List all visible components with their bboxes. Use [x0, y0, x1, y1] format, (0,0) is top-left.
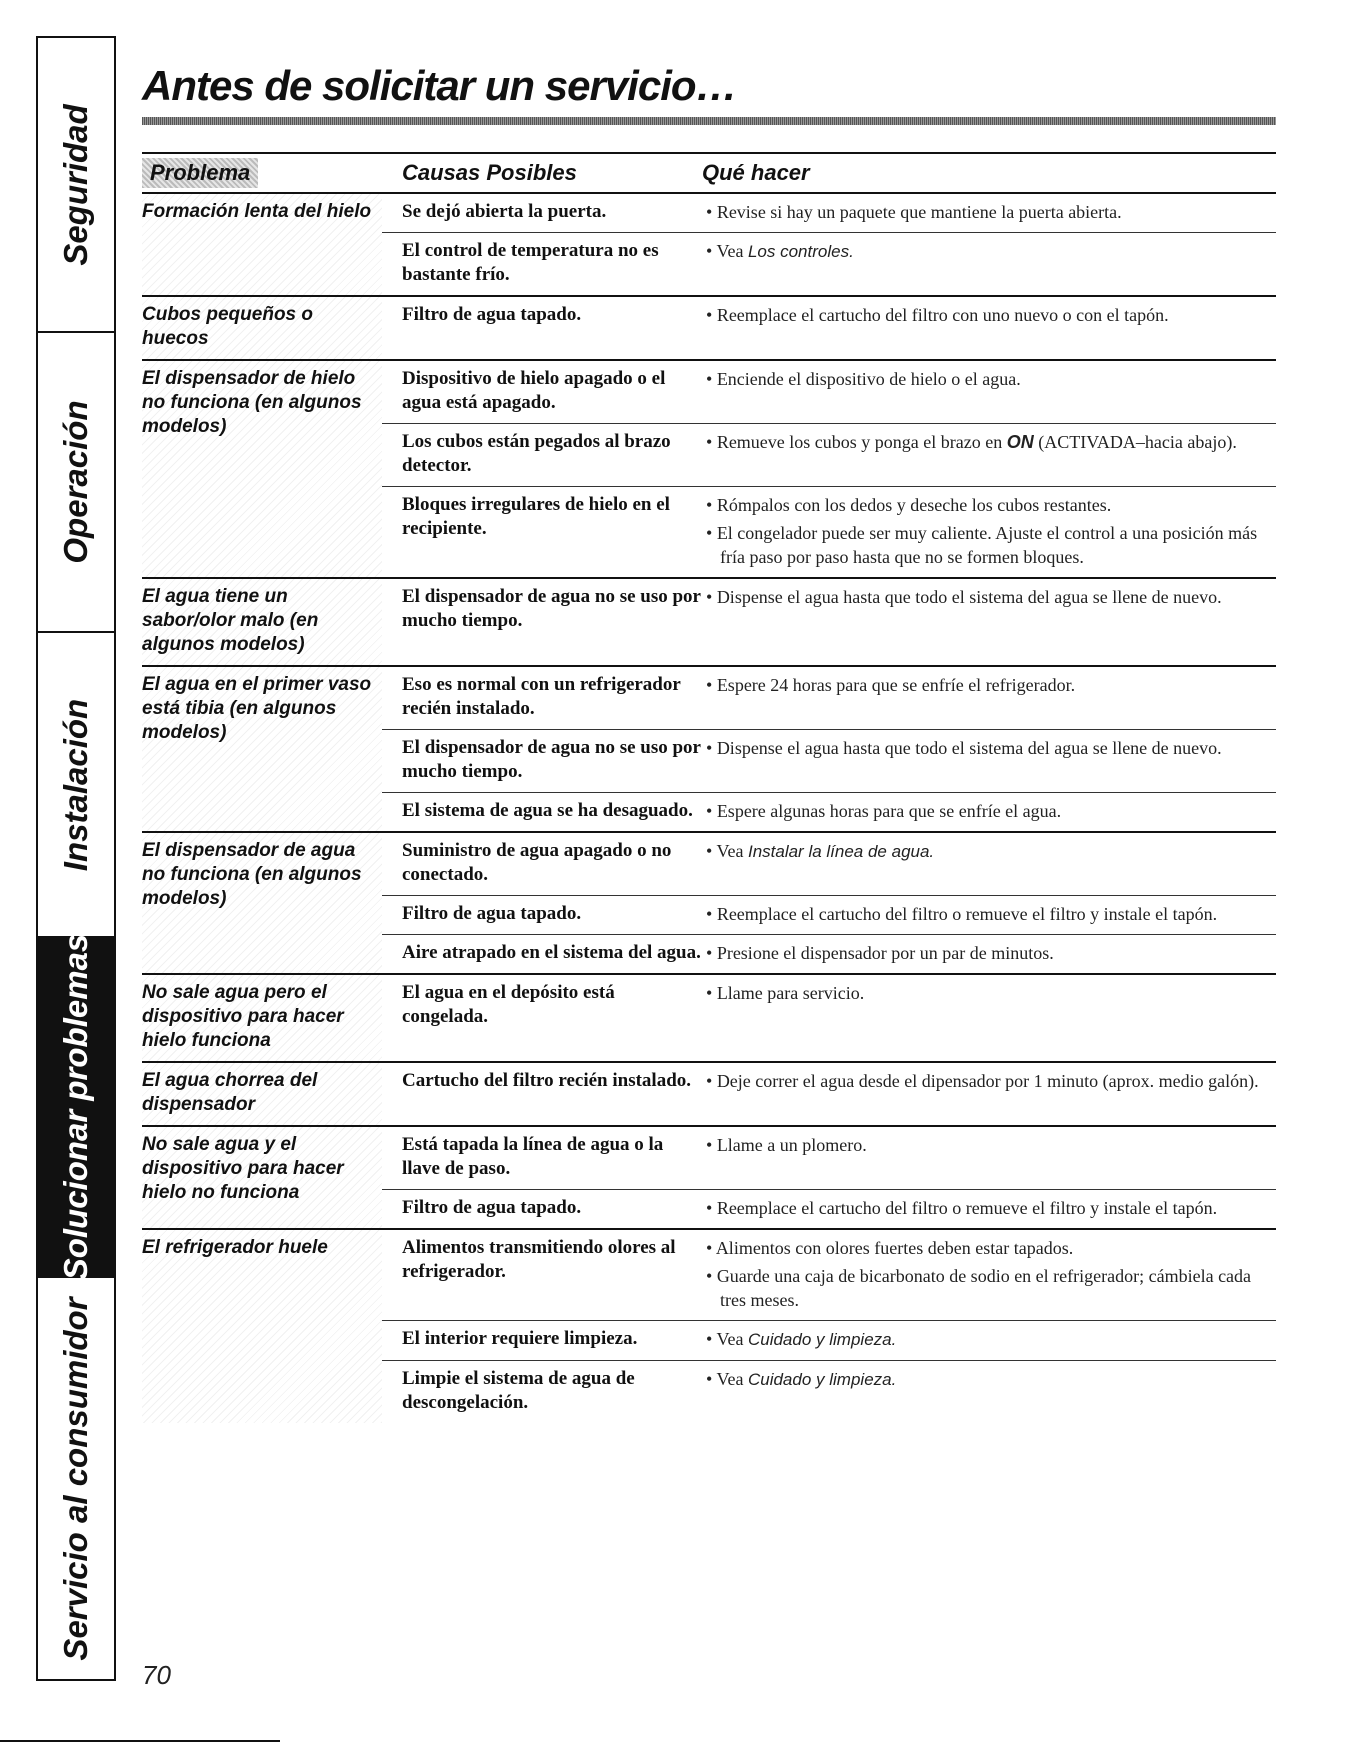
problem-group [142, 831, 1276, 973]
table-row [382, 667, 1276, 729]
cause-rows [382, 194, 1276, 295]
fix-text: Deje correr el agua desde el dipensador por 1 minuto (aprox. medio galón). [716, 1071, 1259, 1091]
fix-cell [702, 839, 1276, 887]
cause-text: El control de temperatura no es bastante frío. [402, 240, 659, 285]
fix-bullet [702, 1327, 1276, 1352]
fix-cell [702, 799, 1276, 823]
fix-text: Llame para servicio. [716, 983, 865, 1003]
table-row [382, 194, 1276, 232]
table-row [382, 792, 1276, 831]
bullet-icon: • [706, 983, 717, 1003]
fix-text: Rómpalos con los dedos y deseche los cubos restantes. [716, 495, 1112, 515]
fix-text: Guarde una caja de bicarbonato de sodio en el refrigerador; cámbiela cada tres meses. [716, 1266, 1252, 1310]
table-row [382, 1063, 1276, 1101]
fix-text: Vea [716, 1329, 748, 1349]
problem-label: El agua chorrea del dispensador [142, 1063, 382, 1125]
problem-label: El dispensador de hielo no funciona (en algunos modelos) [142, 361, 382, 577]
problem-label: Cubos pequeños o huecos [142, 297, 382, 359]
problem-group [142, 577, 1276, 665]
fix-bullet [702, 941, 1276, 965]
problem-label: No sale agua pero el dispositivo para hacer hielo funciona [142, 975, 382, 1061]
table-row [382, 833, 1276, 895]
problem-group [142, 1061, 1276, 1125]
bullet-icon: • [706, 495, 717, 515]
cause-text: El dispensador de agua no se uso por mucho tiempo. [402, 737, 701, 782]
bullet-icon: • [706, 523, 717, 543]
cause-text: Eso es normal con un refrigerador recién instalado. [402, 674, 681, 719]
cause-text: Limpie el sistema de agua de descongelación. [402, 1368, 635, 1413]
cause-text: Aire atrapado en el sistema del agua. [402, 942, 701, 963]
page-number: 70 [142, 1660, 171, 1690]
table-row [382, 1230, 1276, 1320]
fix-bullet [702, 902, 1276, 926]
problem-label: El dispensador de agua no funciona (en algunos modelos) [142, 833, 382, 973]
table-row [382, 297, 1276, 335]
cause-rows [382, 579, 1276, 665]
fix-bullet [702, 430, 1276, 454]
fix-cell [702, 1236, 1276, 1312]
table-row [382, 975, 1276, 1037]
fix-text: Reemplace el cartucho del filtro con uno nuevo o con el tapón. [716, 305, 1169, 325]
fix-text: El congelador puede ser muy caliente. Ajuste el control a una posición más fría paso por paso hasta que no se formen bloques. [716, 523, 1258, 567]
fix-bullet [702, 1196, 1276, 1220]
problem-group [142, 295, 1276, 359]
problem-group [142, 665, 1276, 831]
fix-text: Remueve los cubos y ponga el brazo en [716, 432, 1007, 452]
fix-bullet [702, 521, 1276, 569]
fix-bullet [702, 1133, 1276, 1157]
fix-cell [702, 1069, 1276, 1093]
cause-rows [382, 1230, 1276, 1423]
table-row [382, 1320, 1276, 1360]
fix-cell [702, 673, 1276, 721]
fix-bullet [702, 1236, 1276, 1260]
bullet-icon: • [706, 432, 717, 452]
bullet-icon: • [706, 1198, 717, 1218]
bullet-icon: • [706, 1071, 717, 1091]
cause-rows [382, 361, 1276, 577]
troubleshooting-table [142, 152, 1276, 1423]
table-row [382, 1127, 1276, 1189]
fix-text: Revise si hay un paquete que mantiene la puerta abierta. [716, 202, 1122, 222]
bullet-icon: • [706, 801, 717, 821]
bullet-icon: • [706, 1238, 716, 1258]
fix-bullet [702, 493, 1276, 517]
bullet-icon: • [706, 675, 717, 695]
bullet-icon: • [706, 904, 717, 924]
cause-text: Está tapada la línea de agua o la llave de paso. [402, 1134, 664, 1179]
cause-text: Filtro de agua tapado. [402, 903, 582, 924]
tab-operacion[interactable] [38, 333, 114, 633]
fix-bullet [702, 239, 1276, 264]
fix-cell [702, 200, 1276, 224]
fix-cell [702, 1196, 1276, 1220]
bullet-icon: • [706, 1266, 717, 1286]
fix-bullet [702, 736, 1276, 760]
cause-rows [382, 833, 1276, 973]
bullet-icon: • [706, 241, 717, 261]
header-cause: Causas Posibles [402, 160, 577, 185]
table-row [382, 579, 1276, 641]
table-row [382, 895, 1276, 934]
tab-label: Operación [57, 400, 94, 564]
cause-text: Bloques irregulares de hielo en el recipiente. [402, 494, 670, 539]
problem-group [142, 973, 1276, 1061]
table-header [142, 154, 1276, 192]
tab-solucionar-problemas[interactable] [38, 933, 114, 1281]
cause-text: Cartucho del filtro recién instalado. [402, 1070, 692, 1091]
cause-rows [382, 1063, 1276, 1125]
fix-text: Alimentos con olores fuertes deben estar tapados. [715, 1238, 1074, 1258]
fix-reference: Los controles. [747, 242, 854, 261]
fix-text: Espere 24 horas para que se enfríe el refrigerador. [716, 675, 1076, 695]
fix-cell [702, 941, 1276, 965]
bullet-icon: • [706, 1329, 717, 1349]
fix-text: Reemplace el cartucho del filtro o remueve el filtro y instale el tapón. [716, 1198, 1218, 1218]
fix-bullet [702, 303, 1276, 327]
tab-label: Instalación [57, 698, 94, 871]
fix-text: Reemplace el cartucho del filtro o remueve el filtro y instale el tapón. [716, 904, 1218, 924]
cause-text: El agua en el depósito está congelada. [402, 982, 615, 1027]
header-problem: Problema [142, 158, 258, 188]
fix-text: Presione el dispensador por un par de minutos. [716, 943, 1054, 963]
fix-cell [702, 1367, 1276, 1415]
problem-group [142, 359, 1276, 577]
fix-cell [702, 585, 1276, 633]
table-row [382, 361, 1276, 423]
cause-text: Se dejó abierta la puerta. [402, 201, 607, 222]
fix-text: Llame a un plomero. [716, 1135, 867, 1155]
fix-bullet [702, 839, 1276, 864]
fix-reference: Instalar la línea de agua. [747, 842, 935, 861]
tab-label: Seguridad [57, 103, 94, 266]
table-body [142, 192, 1276, 1423]
table-row [382, 729, 1276, 792]
tab-label: Solucionar problemas [57, 933, 94, 1281]
fix-reference: Cuidado y limpieza. [747, 1370, 897, 1389]
bullet-icon: • [706, 1369, 717, 1389]
fix-cell [702, 1327, 1276, 1352]
cause-text: Los cubos están pegados al brazo detector. [402, 431, 671, 476]
fix-text: Enciende el dispositivo de hielo o el agua. [716, 369, 1021, 389]
section-tabs [36, 36, 116, 1681]
fix-cell [702, 1133, 1276, 1181]
table-row [382, 232, 1276, 295]
fix-text: Vea [716, 241, 748, 261]
cause-text: El sistema de agua se ha desaguado. [402, 800, 693, 821]
cause-text: El interior requiere limpieza. [402, 1328, 638, 1349]
footer-rule [0, 1740, 280, 1742]
fix-text: Dispense el agua hasta que todo el sistema del agua se llene de nuevo. [716, 738, 1222, 758]
fix-cell [702, 303, 1276, 327]
problem-label: El agua tiene un sabor/olor malo (en algunos modelos) [142, 579, 382, 665]
cause-rows [382, 667, 1276, 831]
fix-cell [702, 493, 1276, 569]
cause-text: El dispensador de agua no se uso por mucho tiempo. [402, 586, 701, 631]
tab-label: Servicio al consumidor [57, 1296, 94, 1661]
bullet-icon: • [706, 369, 717, 389]
bullet-icon: • [706, 943, 717, 963]
problem-label: El agua en el primer vaso está tibia (en algunos modelos) [142, 667, 382, 831]
cause-text: Alimentos transmitiendo olores al refrigerador. [402, 1237, 676, 1282]
fix-text-after: (ACTIVADA–hacia abajo). [1033, 432, 1237, 452]
bullet-icon: • [706, 305, 717, 325]
fix-cell [702, 239, 1276, 287]
tab-seguridad[interactable] [38, 38, 114, 333]
bullet-icon: • [706, 1135, 717, 1155]
cause-text: Filtro de agua tapado. [402, 304, 582, 325]
problem-label: Formación lenta del hielo [142, 194, 382, 295]
fix-bullet [702, 1264, 1276, 1312]
fix-text: Espere algunas horas para que se enfríe el agua. [716, 801, 1062, 821]
table-row [382, 934, 1276, 973]
fix-text: Vea [716, 841, 748, 861]
fix-bullet [702, 585, 1276, 609]
cause-text: Dispositivo de hielo apagado o el agua está apagado. [402, 368, 666, 413]
problem-group [142, 1228, 1276, 1423]
fix-cell [702, 367, 1276, 415]
fix-bullet [702, 799, 1276, 823]
fix-bullet [702, 673, 1276, 697]
fix-cell [702, 902, 1276, 926]
tab-instalacion[interactable] [38, 633, 114, 938]
cause-text: Suministro de agua apagado o no conectado. [402, 840, 672, 885]
cause-rows [382, 975, 1276, 1061]
cause-text: Filtro de agua tapado. [402, 1197, 582, 1218]
cause-rows [382, 297, 1276, 359]
bullet-icon: • [706, 587, 717, 607]
fix-bullet [702, 200, 1276, 224]
table-row [382, 1360, 1276, 1423]
fix-bullet [702, 1069, 1276, 1093]
problem-group [142, 192, 1276, 295]
fix-bullet [702, 981, 1276, 1005]
bullet-icon: • [706, 202, 717, 222]
problem-group [142, 1125, 1276, 1228]
fix-text: Dispense el agua hasta que todo el sistema del agua se llene de nuevo. [716, 587, 1222, 607]
fix-reference: Cuidado y limpieza. [747, 1330, 897, 1349]
bullet-icon: • [706, 841, 717, 861]
fix-cell [702, 736, 1276, 784]
table-row [382, 1189, 1276, 1228]
title-rule [142, 117, 1276, 125]
page-title: Antes de solicitar un servicio… [142, 62, 737, 109]
fix-bullet [702, 367, 1276, 391]
problem-label: El refrigerador huele [142, 1230, 382, 1423]
fix-on-label: ON [1006, 432, 1034, 452]
problem-label: No sale agua y el dispositivo para hacer hielo no funciona [142, 1127, 382, 1228]
bullet-icon: • [706, 738, 717, 758]
fix-cell [702, 981, 1276, 1029]
header-fix: Qué hacer [702, 160, 810, 185]
fix-cell [702, 430, 1276, 478]
fix-text: Vea [716, 1369, 748, 1389]
fix-bullet [702, 1367, 1276, 1392]
table-row [382, 423, 1276, 486]
cause-rows [382, 1127, 1276, 1228]
tab-servicio-al-consumidor[interactable] [38, 1278, 114, 1679]
table-row [382, 486, 1276, 577]
